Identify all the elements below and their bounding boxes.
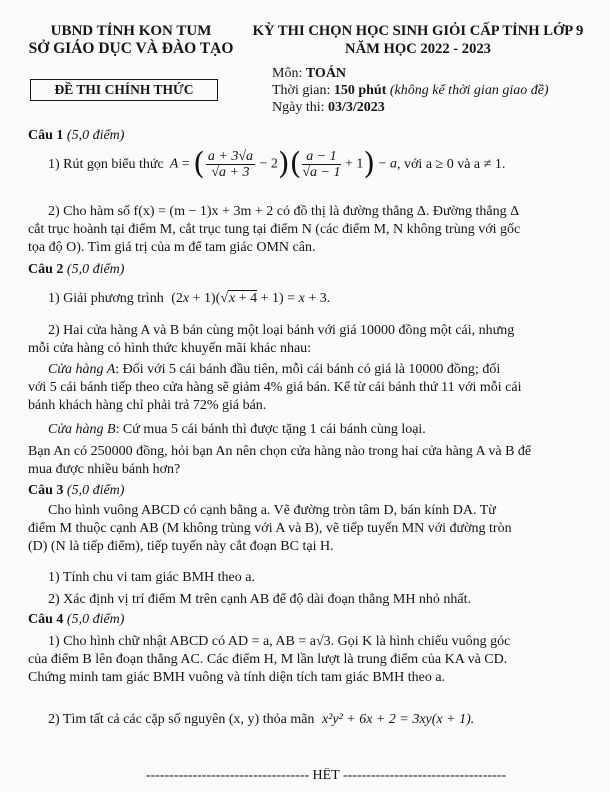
q4-equation: x²y² + 6x + 2 = 3xy(x + 1). [321,712,475,727]
q2-question: Bạn An có 250000 đồng, hỏi bạn An nên chọn cửa hàng nào trong hai cửa hàng A và B để mua được nhiều bánh hơn? [28,444,532,477]
q4-part1: 1) Cho hình chữ nhật ABCD có AD = a, AB = a√3. Gọi K là hình chiếu vuông góc của điểm B lên đoạn thẳng AC. Các điểm H, M lần lượt là trung điểm của KA và CD. Chứng minh tam giác BMH vuông và tính diện tích tam giác BMH theo a. [28,634,511,685]
q2-equation: (2x + 1)(√x + 4 + 1) = x + 3. [171,291,331,306]
time-note: (không kể thời gian giao đề) [389,83,549,98]
q1-part1: 1) Rút gọn biểu thức A = ( $\frac{a + 3√a}{√a + 3}$ − 2)( $\frac{a - 1}{√a - 1}$ + 1) − a , với a ≥ 0 và a ≠ 1. [48,146,506,181]
q4-part2: 2) Tìm tất cả các cặp số nguyên (x, y) thỏa mãn x²y² + 6x + 2 = 3xy(x + 1). [48,712,475,727]
q2-heading: Câu 2 (5,0 điểm) [28,262,125,277]
q2-part1: 1) Giải phương trình (2x + 1)(√x + 4 + 1) = x + 3. [48,291,331,306]
issuer-line-1: UBND TỈNH KON TUM [50,23,212,39]
q3-heading: Câu 3 (5,0 điểm) [28,483,125,498]
time-value: 150 phút [333,83,387,98]
q1-expression: A = ( $\frac{a + 3√a}{√a + 3}$ − 2)( $\frac{a - 1}{√a - 1}$ + 1) − a [169,146,398,181]
issuer-line-2: SỞ GIÁO DỤC VÀ ĐÀO TẠO [28,40,234,57]
store-b-label: Cửa hàng B [48,422,116,437]
q1-heading: Câu 1 (5,0 điểm) [28,128,125,143]
q3-part2: 2) Xác định vị trí điểm M trên cạnh AB để độ dài đoạn thẳng MH nhỏ nhất. [48,592,472,607]
exam-title-block [236,22,600,58]
q2-store-b: Cửa hàng B: Cứ mua 5 cái bánh thì được tặng 1 cái bánh cùng loại. [48,422,426,437]
time-line: Thời gian: 150 phút (không kể thời gian giao đề) [272,83,549,98]
q2-store-a: Cửa hàng A: Đối với 5 cái bánh đầu tiên, mỗi cái bánh có giá là 10000 đồng; đối với 5 cái bánh tiếp theo cửa hàng sẽ giảm 4% giá bán. Kể từ cái bánh thứ 11 với mỗi cái bánh khách hàng chỉ phải trả 72% giá bán. [28,362,522,413]
q3-part1: 1) Tính chu vi tam giác BMH theo a. [48,570,255,585]
q2-part2: 2) Hai cửa hàng A và B bán cùng một loại bánh với giá 10000 đồng một cái, nhưng mỗi cửa hàng có hình thức khuyến mãi khác nhau: [28,323,515,356]
official-exam-stamp: ĐỀ THI CHÍNH THỨC [30,79,218,101]
exam-title-line-2: NĂM HỌC 2022 - 2023 [345,41,491,57]
subject-line: Môn: TOÁN [272,66,347,81]
end-of-exam-mark: ----------------------------------- HẾT ----------------------------------- [145,768,507,783]
q3-intro: Cho hình vuông ABCD có cạnh bằng a. Vẽ đường tròn tâm D, bán kính DA. Từ điểm M thuộc cạnh AB (M không trùng với A và B), vẽ tiếp tuyến MN với đường tròn (D) (N là tiếp điểm), tiếp tuyến này cắt đoạn BC tại H. [28,503,512,554]
exam-title-line-1: KỲ THI CHỌN HỌC SINH GIỎI CẤP TỈNH LỚP 9 [252,23,584,39]
date-line: Ngày thi: 03/3/2023 [272,100,385,115]
q1-part2: 2) Cho hàm số f(x) = (m − 1)x + 3m + 2 có đồ thị là đường thẳng Δ. Đường thẳng Δ cắt trục hoành tại điểm M, cắt trục tung tại điểm N (các điểm M, N không trùng với gốc tọa độ O). Tìm giá trị của m để tam giác OMN cân. [28,204,521,255]
q4-heading: Câu 4 (5,0 điểm) [28,612,125,627]
issuer-block [22,22,240,58]
store-a-label: Cửa hàng A [48,362,116,377]
subject-value: TOÁN [305,66,347,81]
date-value: 03/3/2023 [328,100,385,115]
